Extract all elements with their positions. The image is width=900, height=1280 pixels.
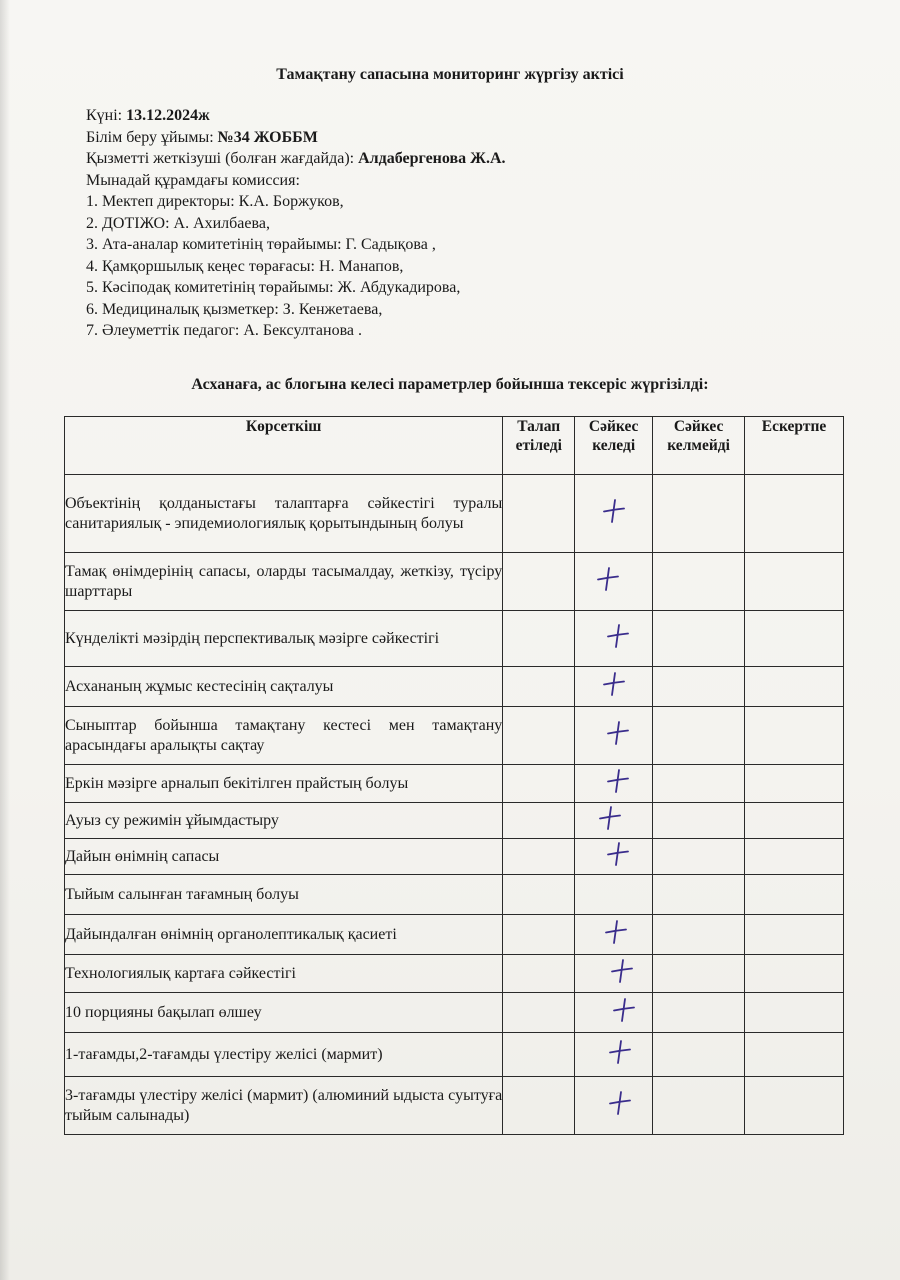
required-cell [503,915,575,955]
noncompliant-cell [653,475,745,553]
noncompliant-cell [653,667,745,707]
compliant-cell [575,955,653,993]
required-cell [503,955,575,993]
commission-member: 1. Мектеп директоры: К.А. Боржуков, [86,193,344,210]
noncompliant-cell [653,955,745,993]
noncompliant-cell [653,803,745,839]
note-cell [745,667,844,707]
required-cell [503,803,575,839]
required-cell [503,707,575,765]
noncompliant-cell [653,915,745,955]
handwritten-plus-mark [604,622,632,650]
provider-label: Қызметті жеткізуші (болған жағдайда): [86,150,355,167]
handwritten-plus-mark [596,804,624,832]
compliant-cell [575,667,653,707]
header-compliant: Сәйкес келеді [575,417,653,475]
note-cell [745,765,844,803]
handwritten-plus-mark [604,840,632,868]
noncompliant-cell [653,993,745,1033]
provider-line [86,148,506,170]
section-subtitle: Асханаға, ас блогына келесі параметрлер бойынша тексеріс жүргізілді: [191,376,709,393]
org-label: Білім беру ұйымы: [86,128,214,146]
table-row [65,475,844,553]
compliant-cell [575,765,653,803]
header-info [86,105,506,342]
required-cell [503,839,575,875]
indicator-cell [65,667,503,707]
handwritten-plus-mark [602,918,630,946]
header-note: Ескертпе [745,417,844,475]
table-row [65,803,844,839]
table-row [65,707,844,765]
org-line [86,127,506,149]
noncompliant-cell [653,611,745,667]
table-row [65,553,844,611]
note-cell [745,803,844,839]
table-row [65,915,844,955]
page-edge-shadow [0,0,10,1280]
handwritten-plus-mark [608,957,636,985]
required-cell [503,1077,575,1135]
note-cell [745,553,844,611]
indicator-cell [65,707,503,765]
indicator-text: Асхананың жұмыс кестесінің сақталуы [65,677,334,695]
note-cell [745,475,844,553]
table-row [65,611,844,667]
indicator-text: Тамақ өнімдерінің сапасы, оларды тасымалдау, жеткізу, түсіру шарттары [65,562,503,600]
compliant-cell [575,993,653,1033]
handwritten-plus-mark [600,670,628,698]
noncompliant-cell [653,839,745,875]
compliant-cell [575,475,653,553]
indicator-cell [65,475,503,553]
required-cell [503,1033,575,1077]
date-value: 13.12.2024ж [126,107,210,124]
header-indicator: Көрсеткіш [65,417,503,475]
indicator-cell [65,993,503,1033]
indicator-cell [65,611,503,667]
handwritten-plus-mark [600,497,628,525]
noncompliant-cell [653,1077,745,1135]
table-row [65,875,844,915]
indicator-text: Ауыз су режимін ұйымдастыру [65,811,279,829]
indicator-cell [65,1033,503,1077]
commission-member: 3. Ата-аналар комитетінің төрайымы: Г. Садықова , [86,236,436,253]
indicator-text: Еркін мәзірге арналып бекітілген прайстың болуы [65,774,409,792]
commission-member: 7. Әлеуметтік педагог: А. Бексултанова . [86,322,363,339]
commission-member: 5. Кәсіподақ комитетінің төрайымы: Ж. Абдукадирова, [86,279,461,296]
handwritten-plus-mark [606,1038,634,1066]
compliant-cell [575,875,653,915]
handwritten-plus-mark [606,1089,634,1117]
table-row [65,1077,844,1135]
indicator-text: Күнделікті мәзірдің перспективалық мәзірге сәйкестігі [65,629,440,647]
noncompliant-cell [653,875,745,915]
indicator-text: 3-тағамды үлестіру желісі (мармит) (алюминий ыдыста суытуға тыйым салынады) [65,1086,503,1124]
note-cell [745,915,844,955]
table-row [65,839,844,875]
table-row [65,955,844,993]
noncompliant-cell [653,707,745,765]
indicator-cell [65,1077,503,1135]
compliant-cell [575,1077,653,1135]
compliant-cell [575,803,653,839]
commission-member: 2. ДОТІЖО: А. Ахилбаева, [86,214,270,232]
table-row [65,765,844,803]
required-cell [503,475,575,553]
required-cell [503,875,575,915]
compliant-cell [575,839,653,875]
date-label: Күні: [86,107,123,124]
handwritten-plus-mark [610,996,638,1024]
indicator-cell [65,803,503,839]
noncompliant-cell [653,1033,745,1077]
indicator-text: 1-тағамды,2-тағамды үлестіру желісі (мармит) [65,1045,383,1063]
indicator-cell [65,839,503,875]
table-body [65,475,844,1135]
handwritten-plus-mark [604,719,632,747]
required-cell [503,553,575,611]
table-header-row [65,417,844,475]
compliant-cell [575,1033,653,1077]
commission-intro: Мынадай құрамдағы комиссия: [86,171,300,189]
compliant-cell [575,915,653,955]
indicator-text: Дайын өнімнің сапасы [65,847,220,865]
commission-member: 6. Медициналық қызметкер: З. Кенжетаева, [86,300,383,318]
indicator-text: 10 порцияны бақылап өлшеу [65,1003,262,1021]
handwritten-plus-mark [594,565,622,593]
compliant-cell [575,707,653,765]
table-row [65,993,844,1033]
noncompliant-cell [653,765,745,803]
commission-member: 4. Қамқоршылық кеңес төрағасы: Н. Манапов, [86,257,404,275]
note-cell [745,1033,844,1077]
indicator-text: Технологиялық картаға сәйкестігі [65,964,296,982]
note-cell [745,1077,844,1135]
header-noncompliant: Сәйкес келмейді [653,417,745,475]
handwritten-plus-mark [604,767,632,795]
document-title: Тамақтану сапасына мониторинг жүргізу актісі [276,66,624,83]
indicator-cell [65,553,503,611]
header-required: Талап етіледі [503,417,575,475]
compliant-cell [575,553,653,611]
org-value: №34 ЖОББМ [217,128,318,146]
indicator-cell [65,875,503,915]
date-line [86,105,506,127]
indicator-cell [65,955,503,993]
required-cell [503,667,575,707]
required-cell [503,993,575,1033]
note-cell [745,955,844,993]
indicator-text: Тыйым салынған тағамның болуы [65,885,299,903]
note-cell [745,707,844,765]
note-cell [745,839,844,875]
provider-value: Алдабергенова Ж.А. [358,150,506,167]
indicator-cell [65,915,503,955]
noncompliant-cell [653,553,745,611]
indicator-text: Объектінің қолданыстағы талаптарға сәйкестігі туралы санитариялық - эпидемиологиялық қорытындының болуы [65,494,503,532]
indicator-text: Дайындалған өнімнің органолептикалық қасиеті [65,925,397,943]
table-row [65,667,844,707]
note-cell [745,611,844,667]
note-cell [745,875,844,915]
inspection-table [64,416,844,1135]
indicator-text: Сыныптар бойынша тамақтану кестесі мен тамақтану арасындағы аралықты сақтау [65,716,503,754]
required-cell [503,765,575,803]
required-cell [503,611,575,667]
indicator-cell [65,765,503,803]
note-cell [745,993,844,1033]
table-row [65,1033,844,1077]
compliant-cell [575,611,653,667]
